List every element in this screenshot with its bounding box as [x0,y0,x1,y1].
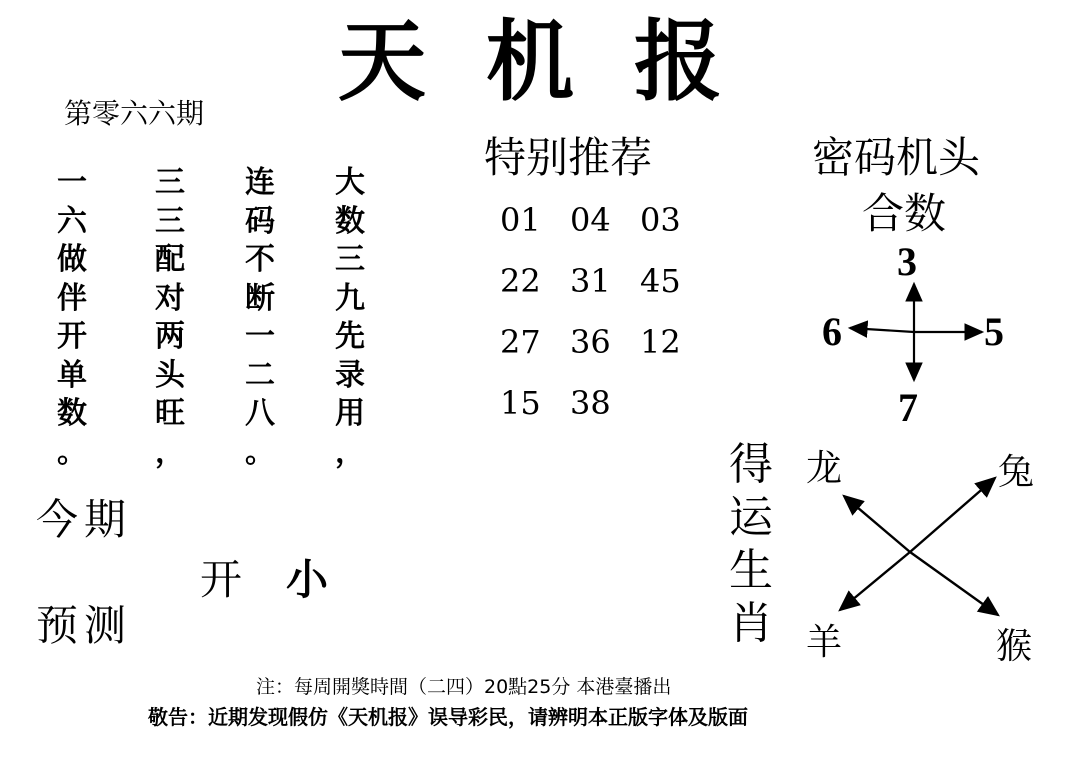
poem-char: 三 [335,242,365,277]
poem-char: 三 [155,203,185,239]
poem-char: 不 [245,242,275,277]
poem-char: 旺 [155,396,185,431]
number-row [492,198,702,259]
number-cell: 27 [500,323,541,361]
poem-char: 头 [155,357,185,393]
prediction-value-2: 小 [286,555,329,604]
special-number-grid [492,198,702,442]
poem-char: 六 [57,203,87,239]
zodiac-bottom-right: 猴 [996,626,1033,667]
prediction-value-1: 开 [200,555,243,604]
poem-char: 先 [335,319,365,354]
poem-char: ， [155,434,185,470]
poem-char: 。 [245,434,275,470]
password-title: 密码机头 [812,133,981,182]
poem-char: 做 [57,242,87,277]
poem-char: 数 [57,396,87,431]
poem-char: 三 [155,165,185,200]
number-cell [632,381,702,442]
number-cell: 38 [570,384,611,422]
poem-char: 用 [335,396,365,431]
issue-number: 第零六六期 [64,97,205,130]
poem-char: 一 [245,319,275,354]
number-cell: 31 [570,262,611,300]
poem-char: 二 [245,357,275,393]
prediction-label-1: 今期 [36,495,133,544]
special-title: 特别推荐 [484,133,653,182]
password-top: 3 [897,239,917,284]
poem-column-4 [330,164,370,472]
prediction-label-2: 预测 [36,601,133,650]
number-cell: 01 [500,201,541,239]
poem-char: 断 [245,280,275,316]
poem-char: 数 [335,203,365,239]
number-cell: 04 [570,201,611,239]
password-left: 6 [822,309,842,354]
poem-column-3 [240,164,280,472]
zodiac-label-char: 肖 [729,598,773,649]
password-bottom: 7 [898,385,918,430]
number-row [492,381,702,442]
number-cell: 45 [640,262,681,300]
poem-column-1 [52,164,92,472]
zodiac-label-char: 运 [729,492,773,543]
poem-char: 。 [57,434,87,470]
poem-column-2 [150,164,190,472]
zodiac-bottom-left: 羊 [806,622,843,663]
footer-note: 注：每周開獎時間（二四）20點25分 本港臺播出 [256,676,672,698]
number-cell: 03 [640,201,681,239]
zodiac-top-left: 龙 [806,448,843,489]
zodiac-label [726,438,776,650]
password-right: 5 [984,309,1004,354]
footer-warning: 敬告：近期发现假仿《天机报》误导彩民，请辨明本正版字体及版面 [148,705,748,729]
page-title: 天机报 [337,9,782,113]
poem-char: 伴 [57,280,87,316]
number-row [492,259,702,320]
number-cell: 15 [500,384,541,422]
number-cell: 12 [640,323,681,361]
poem-char: 录 [335,357,365,393]
number-cell: 36 [570,323,611,361]
poem-char: 两 [155,319,185,354]
poem-char: 大 [335,165,365,200]
password-subtitle: 合数 [862,189,947,238]
zodiac-label-char: 得 [729,439,773,490]
poem-char: 码 [245,203,275,239]
number-row [492,320,702,381]
zodiac-top-right: 兔 [998,452,1035,493]
poem-char: 单 [57,357,87,393]
poem-char: 对 [155,280,185,316]
poem-char: ， [335,434,365,470]
poem-char: 配 [155,242,185,277]
poem-char: 连 [245,165,275,200]
poem-char: 一 [57,165,87,200]
poem-char: 九 [335,280,365,316]
poem-char: 开 [57,319,87,354]
zodiac-label-char: 生 [729,545,773,596]
poem-char: 八 [245,396,275,431]
number-cell: 22 [500,262,541,300]
